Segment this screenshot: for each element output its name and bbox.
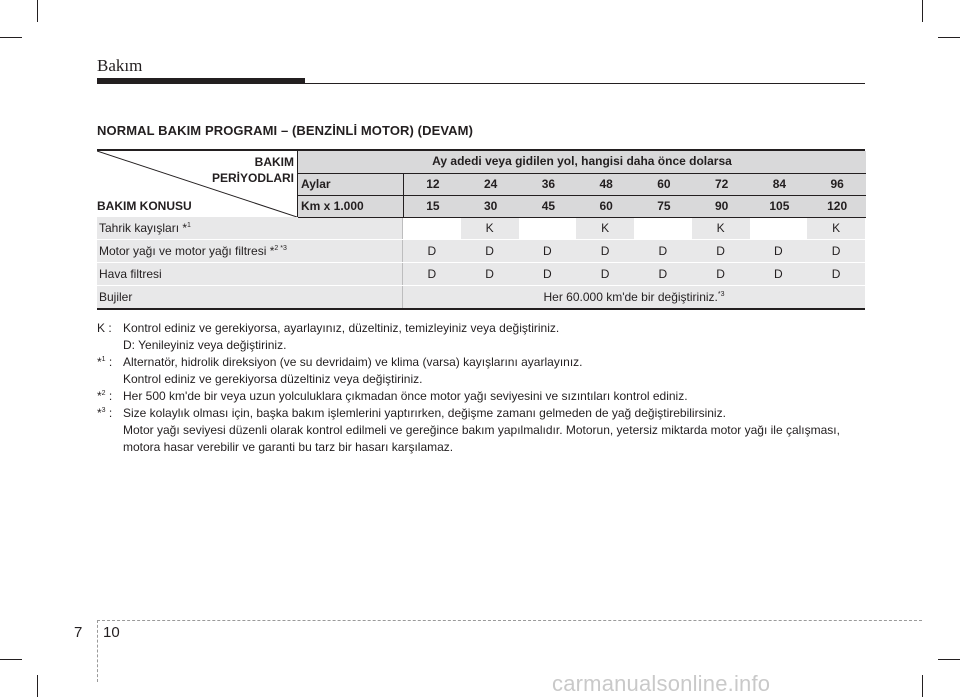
crop-mark — [938, 659, 960, 660]
note-text — [123, 405, 865, 456]
header-rule-thick — [97, 78, 305, 84]
running-head: Bakım — [97, 56, 143, 75]
table-header — [97, 149, 865, 217]
note-1 — [97, 354, 865, 388]
row-item-label — [97, 263, 403, 285]
table-cell: D — [461, 263, 519, 285]
note-key-star: * — [97, 389, 102, 403]
table-cell: D — [519, 240, 577, 262]
table-cell: D — [634, 263, 692, 285]
table-row-air-filter — [97, 263, 865, 286]
chapter-number: 7 — [74, 624, 83, 641]
crop-mark — [37, 675, 38, 697]
months-cell: 60 — [657, 177, 671, 191]
km-cell: 90 — [714, 199, 729, 213]
table-cell — [519, 217, 577, 239]
table-cell: D — [403, 240, 461, 262]
note-line: D: Yenileyiniz veya değiştiriniz. — [123, 338, 287, 352]
table-cell: D — [807, 240, 865, 262]
note-key-sup: 1 — [101, 356, 106, 363]
row-span-cell — [403, 286, 865, 308]
table-corner-cell — [97, 151, 297, 217]
note-key: K : — [97, 321, 112, 335]
corner-periods-line1: BAKIM — [254, 155, 294, 169]
note-line: Kontrol ediniz ve gerekiyorsa düzeltiniz veya değiştiriniz. — [123, 372, 423, 386]
crop-mark — [37, 0, 38, 22]
months-cell: 72 — [714, 177, 729, 191]
note-key-sup: 2 — [101, 390, 106, 397]
footer-rule — [97, 620, 922, 621]
crop-mark — [0, 659, 22, 660]
months-cell: 84 — [772, 177, 787, 191]
km-cell: 120 — [827, 199, 848, 213]
note-line: Alternatör, hidrolik direksiyon (ve su devridaim) ve klima (varsa) kayışlarını ayarlayınız. — [123, 355, 583, 369]
row-item-label: Bujiler — [97, 286, 403, 308]
note-line: Motor yağı seviyesi düzenli olarak kontrol edilmeli ve gereğince bakım yapılmalıdır. Motorun, yetersiz miktarda motor yağı ile çalışması, motora hasar verebilir ve garanti bu tarz bir hasarı karşılamaz. — [123, 423, 840, 454]
crop-mark — [922, 0, 923, 22]
km-row — [298, 196, 866, 218]
note-key-colon: : — [105, 406, 113, 420]
note-key-colon: : — [105, 355, 113, 369]
table-cell: K — [692, 217, 750, 239]
note-key — [97, 405, 123, 456]
note-text — [123, 354, 865, 388]
note-line: Size kolaylık olması için, başka bakım işlemlerini yaptırırken, değişme zamanı gelmeden de yağ değiştirebilirsiniz. — [123, 406, 726, 420]
km-cell: 75 — [657, 199, 671, 213]
row-item-label — [97, 240, 403, 262]
km-cell: 45 — [541, 199, 556, 213]
section-title: NORMAL BAKIM PROGRAMI – (BENZİNLİ MOTOR) (DEVAM) — [97, 123, 474, 138]
row-item-text: Tahrik kayışları * — [99, 221, 188, 235]
footer-divider — [97, 620, 98, 682]
span-cell-text: Her 60.000 km'de bir değiştiriniz. — [543, 290, 718, 304]
note-line: Kontrol ediniz ve gerekiyorsa, ayarlayınız, düzeltiniz, temizleyiniz veya değiştiriniz. — [123, 321, 560, 335]
table-row-engine-oil — [97, 240, 865, 263]
table-row-drive-belts — [97, 217, 865, 240]
note-key — [97, 354, 123, 388]
note-text — [123, 320, 865, 354]
footnote-marker: *3 — [717, 291, 725, 298]
footnotes — [97, 320, 865, 456]
corner-periods-label — [212, 154, 294, 186]
months-label: Aylar — [298, 174, 404, 195]
table-cell: D — [750, 240, 808, 262]
note-key-sup: 3 — [101, 407, 106, 414]
note-key-star: * — [97, 355, 102, 369]
months-cell: 96 — [830, 177, 844, 191]
note-key-colon: : — [105, 389, 113, 403]
row-item-label — [97, 217, 403, 239]
header-interval-block — [297, 151, 866, 217]
km-cell: 30 — [483, 199, 498, 213]
crop-mark — [922, 675, 923, 697]
km-cell: 60 — [599, 199, 613, 213]
table-cell: D — [807, 263, 865, 285]
interval-caption: Ay adedi veya gidilen yol, hangisi daha önce dolarsa — [298, 151, 866, 174]
table-cell: K — [461, 217, 519, 239]
km-cell: 105 — [769, 199, 790, 213]
table-cell: D — [576, 240, 634, 262]
table-cell: K — [807, 217, 865, 239]
table-cell: D — [403, 263, 461, 285]
table-cell: D — [519, 263, 577, 285]
watermark: carmanualsonline.info — [552, 671, 771, 696]
months-cell: 12 — [426, 177, 440, 191]
table-cell: D — [750, 263, 808, 285]
months-cell: 24 — [483, 177, 498, 191]
corner-periods-line2: PERİYODLARI — [211, 171, 294, 185]
note-text: Her 500 km'de bir veya uzun yolculuklara çıkmadan önce motor yağı seviyesini ve sızıntıları kontrol ediniz. — [123, 389, 688, 403]
table-cell: K — [576, 217, 634, 239]
crop-mark — [0, 37, 22, 38]
table-cell: D — [692, 240, 750, 262]
table-cell: D — [576, 263, 634, 285]
row-item-text: Motor yağı ve motor yağı filtresi * — [99, 244, 275, 258]
table-cell: D — [461, 240, 519, 262]
table-cell: D — [634, 240, 692, 262]
header-rule-thin — [305, 83, 865, 84]
months-cell: 36 — [541, 177, 556, 191]
table-cell — [750, 217, 808, 239]
table-cell: D — [692, 263, 750, 285]
months-cell: 48 — [599, 177, 613, 191]
row-item-text: Hava filtresi — [99, 267, 162, 281]
footnote-marker: 1 — [187, 222, 191, 229]
table-cell — [403, 217, 461, 239]
note-k — [97, 320, 865, 354]
footnote-marker: 2 *3 — [274, 245, 287, 252]
note-key — [97, 388, 123, 405]
km-cell: 15 — [426, 199, 440, 213]
table-cell — [634, 217, 692, 239]
maintenance-table — [97, 149, 865, 310]
note-2 — [97, 388, 865, 405]
corner-topic-label: BAKIM KONUSU — [97, 199, 192, 213]
crop-mark — [938, 37, 960, 38]
months-row — [298, 174, 866, 196]
table-row-spark-plugs — [97, 286, 865, 310]
note-key-star: * — [97, 406, 102, 420]
page-number: 10 — [103, 624, 120, 641]
km-label: Km x 1.000 — [298, 196, 404, 217]
note-3 — [97, 405, 865, 456]
